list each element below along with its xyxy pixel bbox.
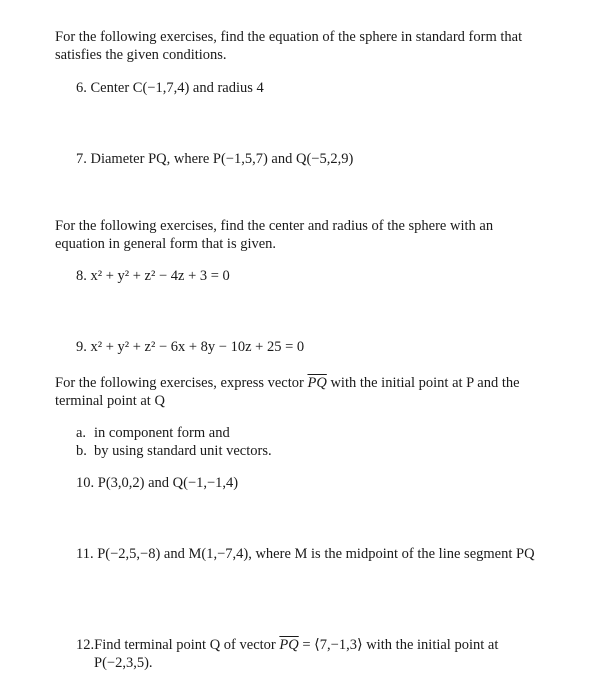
section2-intro (55, 217, 555, 253)
section1-intro-line2: satisfies the given conditions. (55, 47, 227, 63)
exercise-12-text-a: 12.Find terminal point Q of vector (76, 637, 280, 653)
exercise-9: 9. x² + y² + z² − 6x + 8y − 10z + 25 = 0 (76, 339, 305, 355)
section3-intro-text-a: For the following exercises, express vector (55, 375, 308, 391)
section1-intro (55, 28, 555, 64)
exercise-12-line2: P(−2,3,5). (94, 655, 153, 671)
section2-intro-line2: equation in general form that is given. (55, 236, 277, 252)
exercise-11: 11. P(−2,5,−8) and M(1,−7,4), where M is the midpoint of the line segment PQ (76, 546, 535, 562)
vector-pq-12: $\overline{PQ}$ (279, 637, 299, 653)
sub-item-a-text: in component form and (94, 425, 230, 441)
exercise-12-text-b: = ⟨7,−1,3⟩ with the initial point at (298, 637, 499, 653)
section3-intro (55, 374, 555, 410)
section1-intro-line1: For the following exercises, find the equation of the sphere in standard form that (55, 29, 523, 45)
sub-item-b-text: by using standard unit vectors. (94, 443, 272, 459)
section3-intro-text-b: with the initial point at P and the (326, 375, 520, 391)
vector-pq: $\overline{PQ}$ (307, 375, 327, 391)
exercise-7: 7. Diameter PQ, where P(−1,5,7) and Q(−5,2,9) (76, 151, 354, 167)
section2-intro-line1: For the following exercises, find the center and radius of the sphere with an (55, 218, 494, 234)
sub-item-a-label: a. (76, 425, 87, 441)
sub-item-b-label: b. (76, 443, 87, 459)
sub-item-b (76, 442, 272, 460)
exercise-12 (76, 636, 498, 654)
exercise-8: 8. x² + y² + z² − 4z + 3 = 0 (76, 268, 230, 284)
section3-intro-line1 (55, 374, 555, 392)
exercise-6: 6. Center C(−1,7,4) and radius 4 (76, 80, 264, 96)
section3-intro-line2: terminal point at Q (55, 393, 165, 409)
sub-item-a (76, 424, 230, 442)
exercise-10: 10. P(3,0,2) and Q(−1,−1,4) (76, 475, 239, 491)
